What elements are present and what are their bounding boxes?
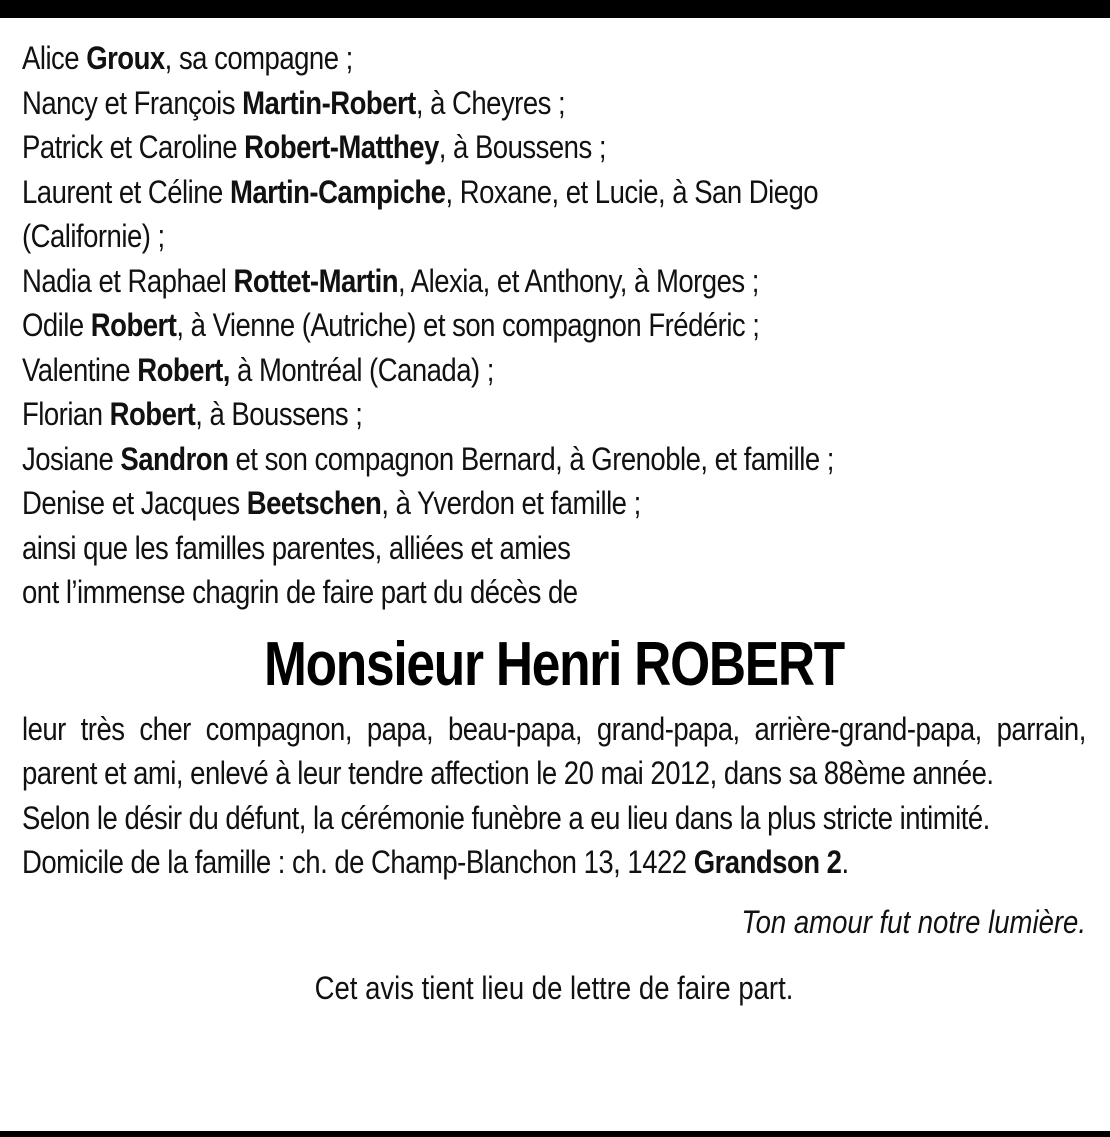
family-line-text: , sa compagne ; (164, 40, 353, 76)
family-line (22, 570, 937, 615)
family-line-text: Laurent et Céline (22, 173, 230, 210)
family-line-text: Odile (22, 307, 91, 343)
family-line (22, 125, 937, 170)
family-name: Martin-Robert (242, 84, 416, 121)
family-line-text: , à Boussens ; (195, 396, 363, 432)
family-line-text: à Montréal (Canada) ; (229, 351, 494, 388)
family-line-text: Florian (22, 396, 110, 432)
family-list (22, 36, 1086, 615)
family-line (22, 437, 937, 482)
family-name: Sandron (120, 440, 229, 477)
family-line-text: Patrick et Caroline (22, 129, 245, 165)
family-name: Groux (86, 40, 165, 76)
domicile-paragraph (22, 840, 1086, 885)
family-line (22, 259, 937, 304)
family-line-text: ont l’immense chagrin de faire part du décès de (22, 574, 578, 610)
family-name: Robert-Matthey (244, 129, 439, 165)
family-line-text: ainsi que les familles parentes, alliées et amies (22, 529, 571, 566)
family-name: Martin-Campiche (229, 173, 446, 210)
family-line (22, 348, 937, 393)
notice-statement: Cet avis tient lieu de lettre de faire part. (314, 969, 794, 1006)
family-line (22, 36, 937, 81)
family-line-text: (Californie) ; (22, 218, 165, 254)
top-border-rule (0, 0, 1110, 18)
family-line-text: Nancy et François (22, 84, 243, 121)
family-line (22, 392, 937, 437)
ceremony-paragraph: Selon le désir du défunt, la cérémonie funèbre a eu lieu dans la plus stricte intimité. (22, 799, 990, 836)
family-line-text: Valentine (22, 351, 138, 388)
family-line-text: , Alexia, et Anthony, à Morges ; (398, 262, 759, 299)
motto-quote: Ton amour fut notre lumière. (741, 903, 1086, 940)
domicile-address: Domicile de la famille : ch. de Champ-Blanchon 13, 1422 (22, 844, 694, 880)
family-line-text: , à Vienne (Autriche) et son compagnon Frédéric ; (176, 307, 760, 343)
family-line (22, 303, 937, 348)
family-line-text: , à Yverdon et famille ; (381, 485, 641, 521)
family-name: Robert (90, 307, 177, 343)
family-line (22, 481, 937, 526)
family-line (22, 81, 937, 126)
family-line-text: et son compagnon Bernard, à Grenoble, et famille ; (228, 440, 834, 477)
family-line-text: Nadia et Raphael (22, 262, 234, 299)
tribute-paragraph: leur très cher compagnon, papa, beau-papa, grand-papa, arrière-grand-papa, parrain, parent et ami, enlevé à leur tendre affection le 20 mai 2012, dans sa 88ème année. (22, 710, 1086, 791)
family-name: Beetschen (246, 485, 382, 521)
domicile-town: Grandson 2 (693, 844, 842, 880)
family-line-text: Alice (22, 40, 87, 76)
family-line-text: , Roxane, et Lucie, à San Diego (445, 173, 819, 210)
domicile-suffix: . (841, 844, 849, 880)
obituary-notice (22, 36, 1086, 1011)
family-name: Robert, (137, 351, 230, 388)
family-line-text: Josiane (22, 440, 121, 477)
family-line (22, 526, 937, 571)
family-line-text: , à Cheyres ; (415, 84, 566, 121)
family-line-text: Denise et Jacques (22, 485, 247, 521)
family-line (22, 214, 937, 259)
family-line-text: , à Boussens ; (438, 129, 606, 165)
obituary-details (22, 707, 1086, 885)
bottom-border-rule (0, 1131, 1110, 1137)
family-line (22, 170, 937, 215)
family-name: Rottet-Martin (233, 262, 399, 299)
family-name: Robert (109, 396, 196, 432)
deceased-name: Monsieur Henri ROBERT (263, 629, 844, 699)
